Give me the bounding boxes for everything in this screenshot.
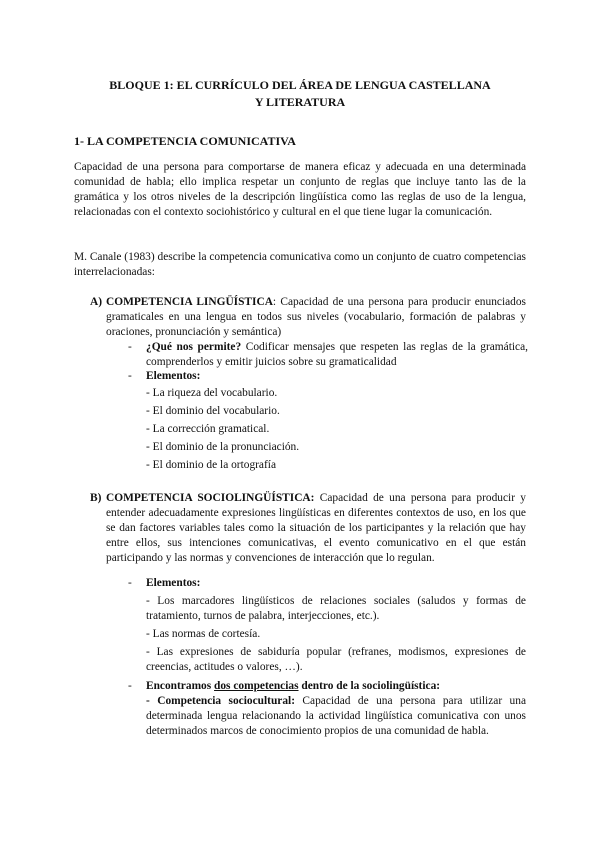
elementos-label: Elementos:	[146, 370, 201, 382]
list-item: - La riqueza del vocabulario.	[146, 387, 278, 399]
bullet-dash: -	[128, 577, 132, 589]
list-item: - Las expresiones de sabiduría popular (refranes, modismos, expresiones de creencias, actitudes o valores, …).	[146, 646, 526, 673]
competencia-sociolinguistica	[90, 491, 526, 566]
elementos-b	[128, 576, 528, 591]
list-item: - El dominio de la pronunciación.	[146, 441, 300, 453]
competencia-a-title: COMPETENCIA LINGÜÍSTICA	[106, 296, 273, 308]
question-label: ¿Qué nos permite?	[146, 341, 242, 353]
bullet-dash: -	[128, 341, 132, 353]
competencia-sociocultural	[146, 694, 526, 739]
title-line-1: BLOQUE 1: EL CURRÍCULO DEL ÁREA DE LENGUA CASTELLANA	[109, 78, 491, 92]
canale-paragraph: M. Canale (1983) describe la competencia comunicativa como un conjunto de cuatro competencias interrelacionadas:	[74, 251, 526, 278]
list-letter-a: A)	[90, 296, 103, 308]
encontramos-underlined: dos competencias	[214, 680, 299, 692]
list-item: - El dominio de la ortografía	[146, 459, 277, 471]
elementos-label: Elementos:	[146, 577, 201, 589]
list-letter-b: B)	[90, 492, 102, 504]
encontramos-pre: Encontramos	[146, 680, 215, 692]
competencia-b-title: COMPETENCIA SOCIOLINGÜÍSTICA:	[106, 492, 315, 504]
document-title	[74, 77, 526, 111]
bullet-dash: -	[128, 370, 132, 382]
list-item: - Las normas de cortesía.	[146, 628, 261, 640]
competencia-a-text: : Capacidad de una persona para producir enunciados gramaticales en una lengua en todos sus niveles (vocabulario, formación de palabras y oraciones, pronunciación y semántica)	[106, 296, 526, 338]
list-item: - Los marcadores lingüísticos de relaciones sociales (saludos y formas de tratamiento, turnos de palabra, interjecciones, etc.).	[146, 595, 526, 622]
encontramos-post: dentro de la sociolingüística:	[298, 680, 441, 692]
competencia-b-text: Capacidad de una persona para producir y entender adecuadamente expresiones lingüísticas en diferentes contextos de uso, en los que se dan factores variables tales como la situación de los participantes y la relación que hay entre ellos, sus intenciones comunicativas, el evento comunicativo en el que están participando y las normas y convenciones de interacción que lo regulan.	[106, 492, 526, 564]
title-line-2: Y LITERATURA	[254, 95, 346, 109]
elementos-a	[128, 369, 528, 384]
que-nos-permite	[128, 340, 528, 370]
bullet-dash: -	[128, 680, 132, 692]
sociocultural-text: Capacidad de una persona para utilizar una determinada lengua relacionando la actividad lingüística comunicativa con unos determinados marcos de conocimiento propios de una comunidad de habla.	[146, 695, 527, 737]
sociocultural-label: - Competencia sociocultural:	[146, 695, 295, 707]
section-heading: 1- LA COMPETENCIA COMUNICATIVA	[74, 134, 296, 148]
intro-paragraph: Capacidad de una persona para comportarse de manera eficaz y adecuada en una determinada comunidad de habla; ello implica respetar un conjunto de reglas que incluye tanto las de la gramática y los otros niveles de la descripción lingüística como las reglas de uso de la lengua, relacionadas con el contexto sociohistórico y cultural en el que tiene lugar la comunicación.	[74, 161, 526, 218]
encontramos-line	[128, 679, 528, 694]
list-item: - El dominio del vocabulario.	[146, 405, 280, 417]
list-item: - La corrección gramatical.	[146, 423, 270, 435]
competencia-linguistica	[90, 295, 526, 340]
question-text: Codificar mensajes que respeten las reglas de la gramática, comprenderlos y emitir juicios sobre su gramaticalidad	[146, 341, 528, 368]
